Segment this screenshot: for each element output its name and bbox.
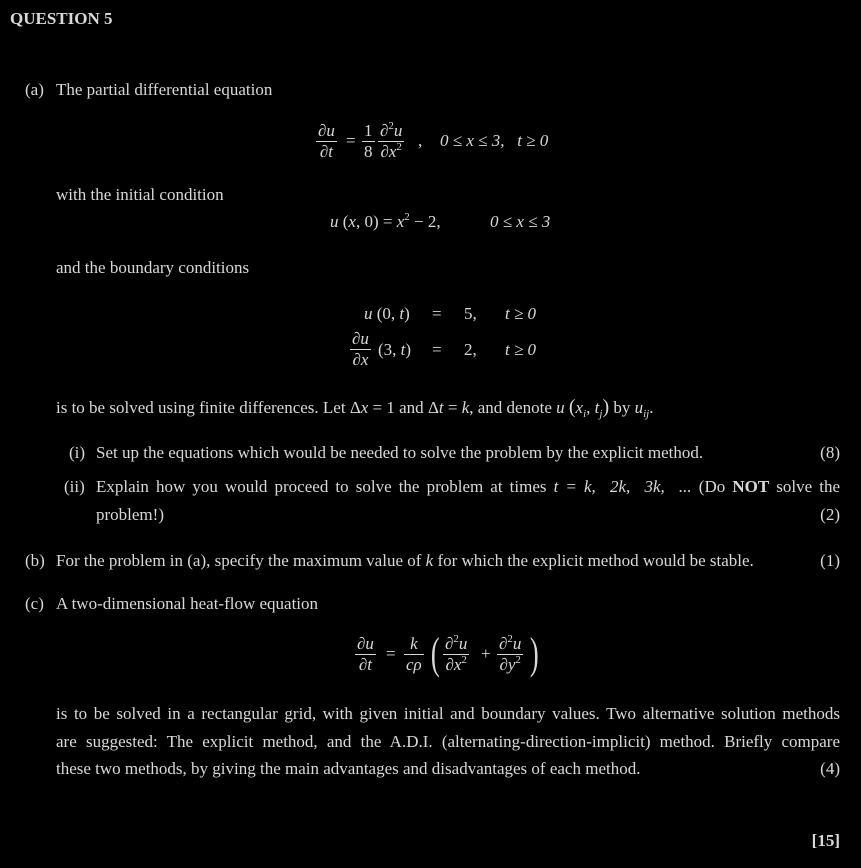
plus-sign: +	[481, 644, 491, 663]
pde-domain: 0 ≤ x ≤ 3, t ≥ 0	[440, 131, 549, 150]
bc1-equals: =	[432, 304, 442, 323]
initial-intro: with the initial condition	[56, 185, 224, 204]
part-b-marks: (1)	[820, 551, 840, 570]
part-c-line-3: these two methods, by giving the main advantages and disadvantages of each method.	[56, 759, 641, 778]
bc1-value: 5,	[464, 304, 477, 323]
part-c-line-1: is to be solved in a rectangular grid, with given initial and boundary values. Two alternative solution methods	[56, 704, 840, 723]
d2u-dx2-heat-fraction: $\frac{\partial^2u}{\partial x^2}$	[445, 633, 468, 674]
question-heading: QUESTION 5	[10, 9, 113, 28]
initial-domain: 0 ≤ x ≤ 3	[490, 212, 551, 231]
finite-difference-sentence: is to be solved using finite differences. Let Δx = 1 and Δt = k, and denote u ($x_i$, $t_j$) by $u_{ij}$.	[56, 396, 654, 420]
k-over-cp-fraction: $\frac{k}{c\rho}$	[406, 634, 422, 674]
part-c-marks: (4)	[820, 759, 840, 778]
right-paren: )	[529, 629, 539, 678]
bc2-point: (3, t)	[378, 340, 412, 359]
heat-du-dt-fraction: $\frac{\partial u}{\partial t}$	[357, 634, 374, 674]
du-dx-fraction: $\frac{\partial u}{\partial x}$	[352, 329, 369, 369]
bc1-lhs: u (0, t)	[364, 304, 410, 323]
du-dt-fraction: $\frac{\partial u}{\partial t}$	[318, 121, 335, 161]
total-marks: [15]	[811, 831, 840, 850]
sub-i-marks: (8)	[820, 443, 840, 462]
part-c-label: (c)	[25, 594, 44, 613]
sub-ii-line-1: Explain how you would proceed to solve the problem at times t = k, 2k, 3k, ... (Do NOT solve the	[96, 477, 841, 496]
sub-i-text: Set up the equations which would be needed to solve the problem by the explicit method.	[96, 443, 704, 462]
sub-i-label: (i)	[69, 443, 86, 462]
pde-comma: ,	[418, 131, 423, 150]
part-a-intro: The partial differential equation	[56, 80, 273, 99]
part-b-label: (b)	[25, 551, 45, 570]
sub-ii-marks: (2)	[820, 505, 840, 524]
part-a-label: (a)	[25, 80, 44, 99]
bc2-domain: t ≥ 0	[505, 340, 537, 359]
equals-sign: =	[346, 131, 356, 150]
left-paren: (	[430, 629, 440, 678]
one-eighth-fraction: $\frac{1}{8}$	[364, 121, 373, 161]
heat-equals-sign: =	[386, 644, 396, 663]
part-b-text: For the problem in (a), specify the maximum value of k for which the explicit method would be stable.	[56, 551, 754, 570]
part-c-line-2: are suggested: The explicit method, and the A.D.I. (alternating-direction-implicit) method. Briefly compare	[56, 732, 840, 751]
initial-condition: u (x, $0) = x^2 - 2$,	[330, 211, 441, 231]
bc2-value: 2,	[464, 340, 477, 359]
d2u-dx2-fraction: $\frac{\partial^2u}{\partial x^2}$	[380, 120, 403, 161]
bc2-equals: =	[432, 340, 442, 359]
sub-ii-label: (ii)	[64, 477, 85, 496]
bc1-domain: t ≥ 0	[505, 304, 537, 323]
part-c-intro: A two-dimensional heat-flow equation	[56, 594, 319, 613]
boundary-intro: and the boundary conditions	[56, 258, 250, 277]
sub-ii-line-2: problem!)	[96, 505, 164, 524]
d2u-dy2-fraction: $\frac{\partial^2u}{\partial y^2}$	[499, 633, 522, 674]
